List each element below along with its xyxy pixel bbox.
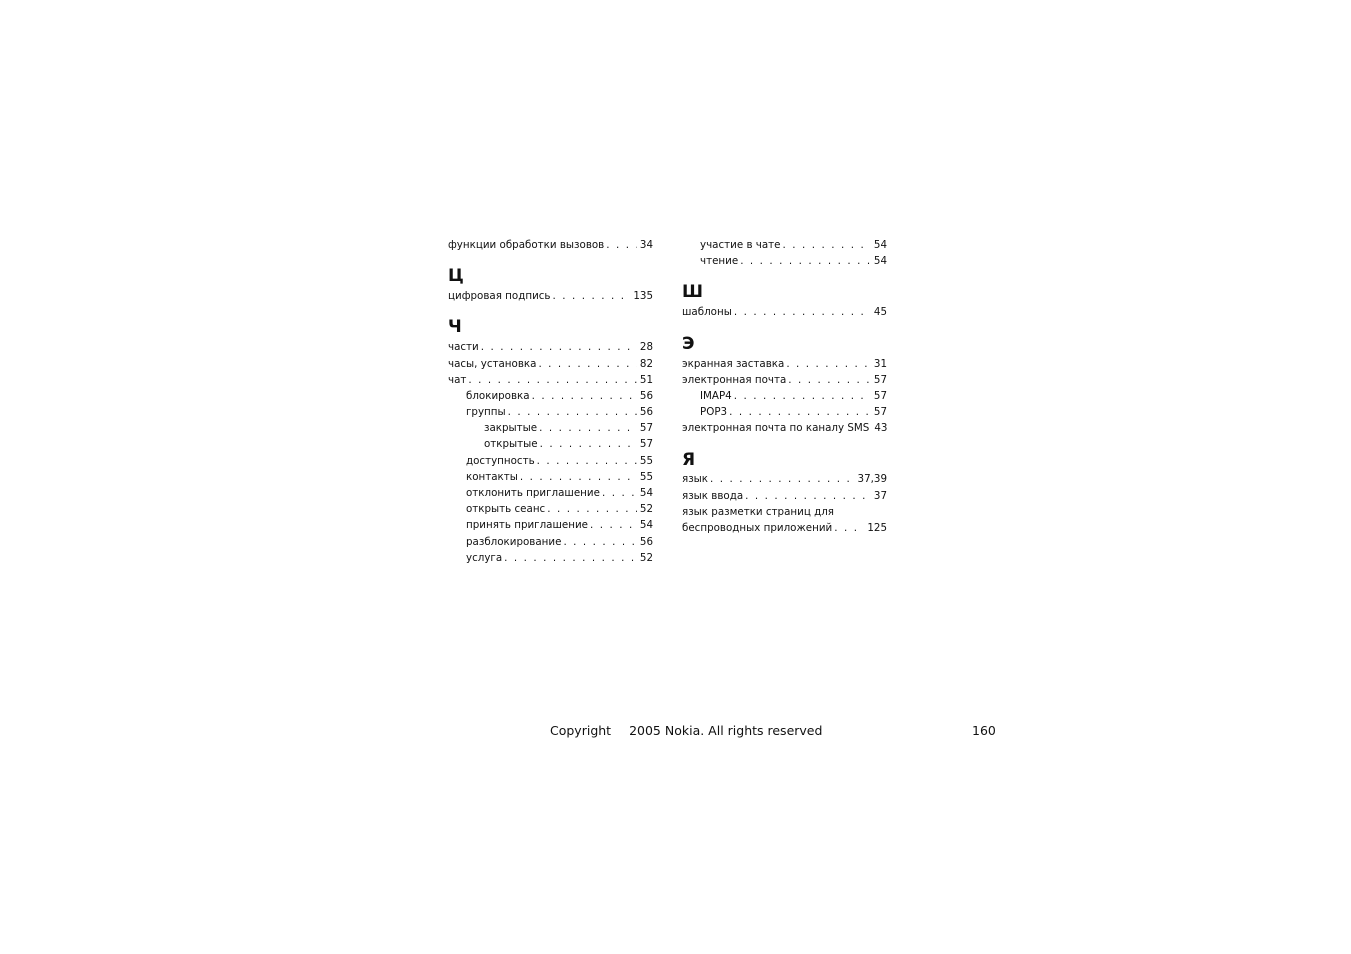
- index-entry: [448, 485, 653, 501]
- index-term: язык: [682, 473, 709, 486]
- index-entry: [448, 372, 653, 388]
- dot-leader: [729, 404, 871, 420]
- dot-leader: [538, 356, 636, 372]
- index-term: чтение: [700, 255, 739, 268]
- dot-leader: [563, 534, 636, 550]
- index-term: блокировка: [466, 389, 530, 402]
- index-term: электронная почта: [682, 373, 787, 386]
- index-entry: [448, 356, 653, 372]
- index-page-number: 135: [633, 290, 653, 303]
- dot-leader: [602, 485, 637, 501]
- index-term: шаблоны: [682, 306, 732, 319]
- index-page-number: 55: [639, 454, 653, 467]
- index-page-number: 37,39: [857, 473, 887, 486]
- index-page-number: 56: [639, 535, 653, 548]
- index-term: группы: [466, 406, 506, 419]
- index-page-number: 52: [639, 551, 653, 564]
- index-page-number: 37: [873, 489, 887, 502]
- dot-leader: [734, 304, 871, 320]
- dot-leader: [590, 517, 637, 533]
- index-entry: [682, 372, 887, 388]
- dot-leader: [481, 339, 637, 355]
- index-entry: [682, 356, 887, 372]
- dot-leader: [508, 404, 637, 420]
- index-letter-heading: Ц: [448, 266, 464, 287]
- index-page-number: 82: [639, 357, 653, 370]
- index-entry: [448, 237, 653, 253]
- copyright-text: 2005 Nokia. All rights reserved: [629, 723, 823, 738]
- dot-leader: [547, 501, 637, 517]
- index-term: принять приглашение: [466, 519, 589, 532]
- dot-leader: [786, 356, 871, 372]
- index-page-number: 51: [639, 373, 653, 386]
- index-term: чат: [448, 373, 467, 386]
- index-entry: [682, 472, 887, 488]
- dot-leader: [537, 453, 637, 469]
- index-letter-heading: Э: [682, 333, 695, 354]
- index-term: части: [448, 341, 479, 354]
- index-entry: [448, 420, 653, 436]
- dot-leader: [710, 471, 854, 487]
- copyright-label: Copyright: [550, 723, 612, 738]
- index-entry: [448, 501, 653, 517]
- index-page-number: 54: [873, 255, 887, 268]
- index-page-number: 125: [867, 522, 887, 535]
- dot-leader: [606, 237, 637, 253]
- index-entry: [682, 520, 887, 536]
- dot-leader: [520, 469, 637, 485]
- index-page-number: 57: [873, 373, 887, 386]
- footer-copyright: [550, 723, 822, 739]
- index-page-number: 45: [873, 306, 887, 319]
- index-term: IMAP4: [700, 389, 732, 402]
- index-page-number: 55: [639, 470, 653, 483]
- index-column-left: [448, 237, 653, 566]
- index-letter-heading: Ч: [448, 317, 462, 338]
- index-entry: [448, 453, 653, 469]
- dot-leader: [532, 388, 637, 404]
- index-term: закрытые: [484, 422, 538, 435]
- index-letter-heading: Я: [682, 449, 696, 470]
- dot-leader: [834, 520, 864, 536]
- index-entry: [448, 288, 653, 304]
- index-page-number: 57: [639, 422, 653, 435]
- dot-leader: [504, 550, 637, 566]
- index-term: беспроводных приложений: [682, 522, 833, 535]
- dot-leader: [734, 388, 871, 404]
- index-page-number: 34: [639, 238, 653, 251]
- index-page-number: 57: [639, 438, 653, 451]
- index-term: контакты: [466, 470, 518, 483]
- index-entry: [682, 253, 887, 269]
- index-entry: [448, 469, 653, 485]
- index-page-number: 54: [639, 487, 653, 500]
- index-entry: [682, 404, 887, 420]
- index-term: доступность: [466, 454, 535, 467]
- index-entry: [448, 404, 653, 420]
- index-page-number: 52: [639, 503, 653, 516]
- index-entry: [448, 517, 653, 533]
- index-page-number: 57: [873, 406, 887, 419]
- index-column-right: [682, 237, 887, 536]
- page-number: 160: [972, 723, 996, 738]
- dot-leader: [788, 372, 871, 388]
- dot-leader: [783, 237, 871, 253]
- index-entry: [682, 504, 887, 520]
- dot-leader: [540, 436, 637, 452]
- index-term: функции обработки вызовов: [448, 238, 605, 251]
- index-term: открыть сеанс: [466, 503, 546, 516]
- index-entry: [448, 550, 653, 566]
- index-term: открытые: [484, 438, 538, 451]
- index-entry: [448, 388, 653, 404]
- index-entry: [448, 339, 653, 355]
- index-term: язык разметки страниц для: [682, 505, 835, 518]
- index-entry: [682, 237, 887, 253]
- index-term: экранная заставка: [682, 357, 785, 370]
- index-term: язык ввода: [682, 489, 744, 502]
- index-entry: [448, 534, 653, 550]
- index-term: цифровая подпись: [448, 290, 551, 303]
- index-term: услуга: [466, 551, 503, 564]
- dot-leader: [745, 488, 871, 504]
- index-page-number: 28: [639, 341, 653, 354]
- index-page-number: 31: [873, 357, 887, 370]
- index-term: часы, установка: [448, 357, 537, 370]
- index-entry: [682, 420, 887, 436]
- index-page-number: 56: [639, 389, 653, 402]
- dot-leader: [740, 253, 871, 269]
- dot-leader: [539, 420, 637, 436]
- index-page-number: 57: [873, 389, 887, 402]
- index-page-number: 56: [639, 406, 653, 419]
- index-entry: [682, 304, 887, 320]
- index-entry: [448, 437, 653, 453]
- dot-leader: [468, 372, 636, 388]
- index-page-number: 54: [873, 238, 887, 251]
- index-term: разблокирование: [466, 535, 562, 548]
- index-term: POP3: [700, 406, 728, 419]
- index-letter-heading: Ш: [682, 282, 704, 303]
- dot-leader: [553, 288, 631, 304]
- index-term: участие в чате: [700, 238, 781, 251]
- index-entry: [682, 388, 887, 404]
- index-entry: [682, 488, 887, 504]
- index-page-number: 43: [874, 422, 888, 435]
- index-page-number: 54: [639, 519, 653, 532]
- index-term: электронная почта по каналу SMS: [682, 422, 870, 435]
- index-term: отклонить приглашение: [466, 487, 600, 500]
